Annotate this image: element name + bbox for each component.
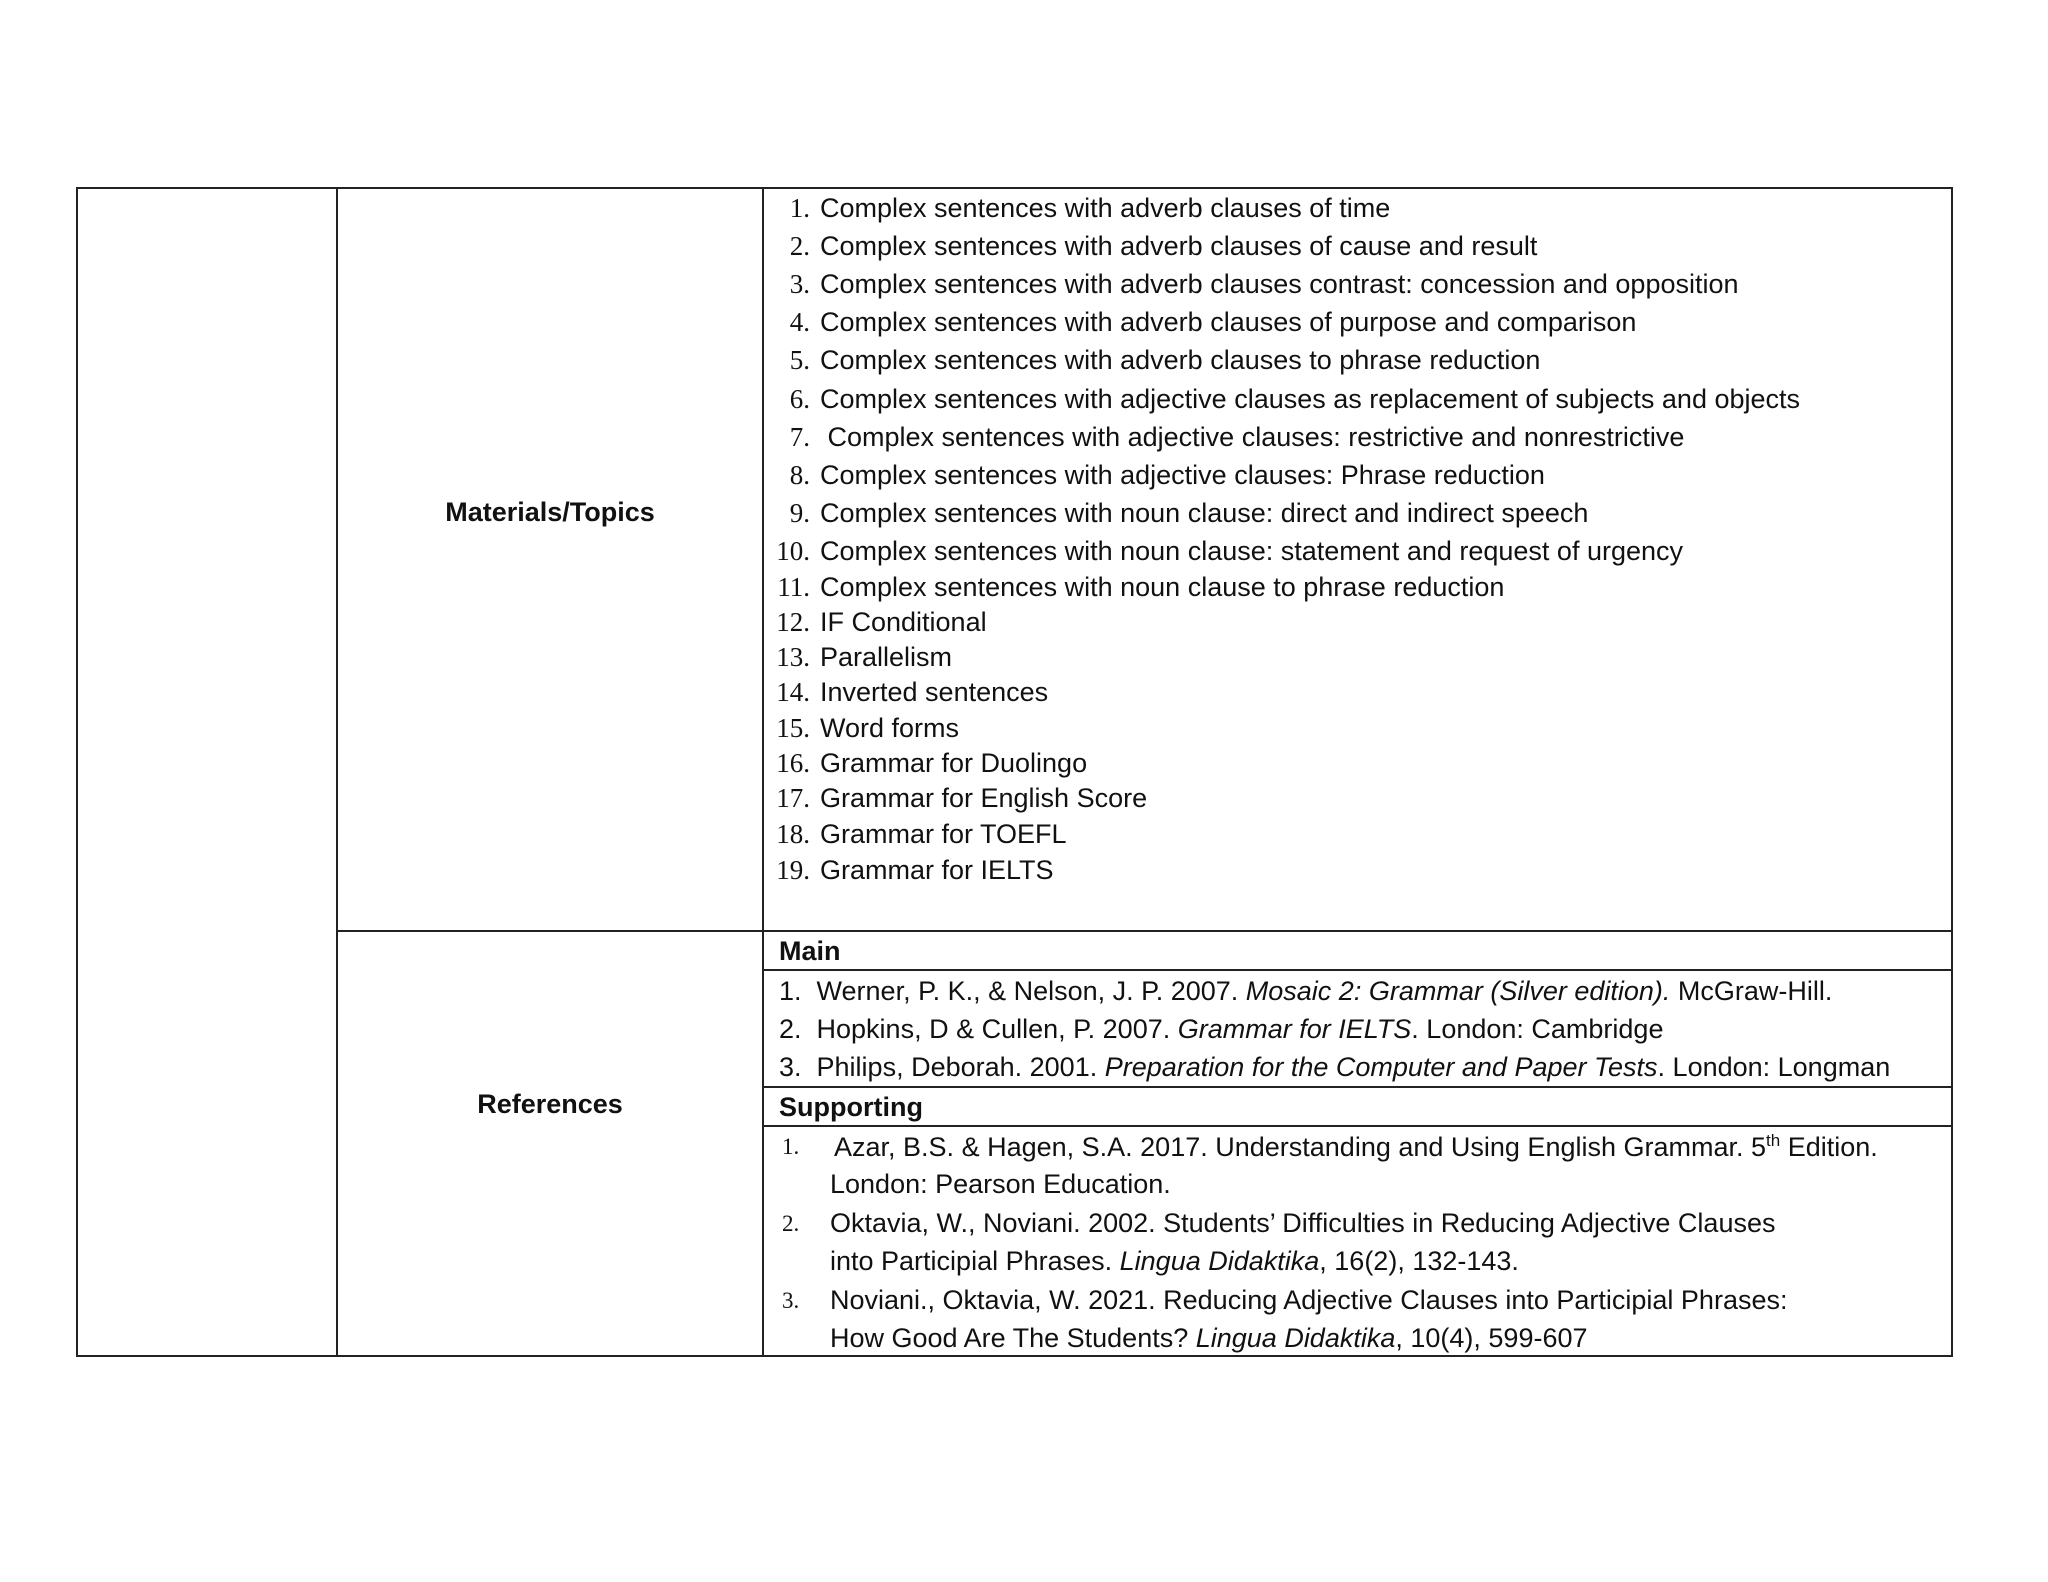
table-left-border — [76, 187, 78, 1357]
reference-text: Noviani., Oktavia, W. 2021. Reducing Adjective Clauses into Participial Phrases: — [830, 1285, 1788, 1315]
supporting-heading-divider — [762, 1125, 1953, 1127]
reference-line — [828, 1131, 1878, 1163]
reference-journal: Lingua Didaktika — [1119, 1246, 1320, 1276]
list-item — [789, 345, 1541, 376]
list-item — [789, 498, 1589, 529]
reference-authors: Werner, P. K., & Nelson, J. P. 2007. — [816, 976, 1246, 1006]
list-number: 1. — [789, 193, 810, 223]
list-number: 15. — [776, 713, 810, 743]
reference-title: Preparation for the Computer and Paper Tests — [1104, 1052, 1658, 1082]
reference-number: 3. — [779, 1052, 802, 1082]
list-number: 14. — [776, 677, 810, 707]
reference-line — [830, 1169, 1171, 1200]
reference-number: 2. — [779, 1014, 802, 1044]
reference-number: 1. — [779, 976, 802, 1006]
reference-item — [779, 1014, 1663, 1045]
reference-publisher: McGraw-Hill. — [1670, 976, 1833, 1006]
list-number: 18. — [776, 819, 810, 849]
list-text: Complex sentences with adjective clauses as replacement of subjects and objects — [820, 384, 1801, 414]
reference-authors: Hopkins, D & Cullen, P. 2007. — [816, 1014, 1178, 1044]
list-text: Word forms — [820, 713, 960, 743]
main-heading: Main — [779, 936, 841, 966]
list-number: 4. — [789, 307, 810, 337]
reference-publisher: . London: Longman — [1657, 1052, 1891, 1082]
references-label: References — [477, 1089, 623, 1119]
list-text: Complex sentences with adverb clauses contrast: concession and opposition — [820, 269, 1739, 299]
table-bottom-border — [76, 1355, 1953, 1357]
list-number: 7. — [789, 422, 810, 452]
list-text: Complex sentences with adjective clauses: Phrase reduction — [820, 460, 1545, 490]
reference-text: Edition. — [1780, 1132, 1878, 1162]
list-text: Complex sentences with noun clause to phrase reduction — [820, 572, 1505, 602]
reference-line — [830, 1323, 1588, 1354]
reference-item — [779, 1052, 1890, 1083]
reference-authors: Philips, Deborah. 2001. — [816, 1052, 1105, 1082]
list-number: 13. — [776, 642, 810, 672]
list-number: 9. — [789, 498, 810, 528]
table-top-border — [76, 187, 1953, 189]
materials-topics-label: Materials/Topics — [445, 497, 655, 527]
list-item — [789, 384, 1801, 415]
list-number: 11. — [777, 572, 810, 602]
reference-text: into Participial Phrases. — [830, 1246, 1120, 1276]
list-item — [789, 307, 1637, 338]
reference-item — [779, 976, 1832, 1007]
list-item — [777, 572, 1505, 603]
list-item — [789, 269, 1739, 300]
column-divider-1 — [336, 187, 338, 1357]
list-item — [776, 677, 1049, 708]
row-divider — [336, 930, 1953, 932]
list-number: 8. — [789, 460, 810, 490]
list-number: 10. — [776, 536, 810, 566]
list-text: IF Conditional — [820, 607, 987, 637]
reference-line — [830, 1285, 1787, 1316]
reference-title: Mosaic 2: Grammar (Silver edition). — [1245, 976, 1671, 1006]
reference-number: 1. — [782, 1134, 800, 1159]
list-item — [776, 536, 1683, 567]
list-number: 19. — [776, 855, 810, 885]
reference-text: Oktavia, W., Noviani. 2002. Students’ Difficulties in Reducing Adjective Clauses — [830, 1208, 1776, 1238]
reference-number: 3. — [782, 1288, 800, 1313]
list-item — [776, 642, 953, 673]
reference-line — [830, 1246, 1519, 1277]
reference-text: Azar, B.S. & Hagen, S.A. 2017. Understanding and Using English Grammar. 5 — [828, 1132, 1767, 1162]
list-text: Complex sentences with adjective clauses: restrictive and nonrestrictive — [820, 422, 1685, 452]
list-item — [776, 783, 1148, 814]
reference-text: London: Pearson Education. — [830, 1169, 1171, 1199]
list-text: Parallelism — [820, 642, 953, 672]
list-number: 16. — [776, 748, 810, 778]
list-number: 2. — [789, 231, 810, 261]
reference-text: , 16(2), 132-143. — [1319, 1246, 1519, 1276]
list-item — [789, 422, 1685, 453]
list-text: Complex sentences with noun clause: direct and indirect speech — [820, 498, 1589, 528]
supporting-top-divider — [762, 1086, 1953, 1088]
list-text: Grammar for TOEFL — [820, 819, 1067, 849]
list-text: Complex sentences with adverb clauses of cause and result — [820, 231, 1538, 261]
list-number: 6. — [789, 384, 810, 414]
list-item — [776, 607, 987, 638]
list-number: 17. — [776, 783, 810, 813]
list-number: 5. — [789, 345, 810, 375]
list-text: Grammar for English Score — [820, 783, 1148, 813]
list-item — [776, 855, 1054, 886]
main-heading-divider — [762, 969, 1953, 971]
reference-line — [830, 1208, 1775, 1239]
list-text: Complex sentences with adverb clauses to phrase reduction — [820, 345, 1541, 375]
superscript: th — [1766, 1131, 1781, 1150]
list-item — [789, 231, 1538, 262]
list-item — [776, 713, 960, 744]
reference-number: 2. — [782, 1211, 800, 1236]
list-text: Grammar for Duolingo — [820, 748, 1088, 778]
reference-text: How Good Are The Students? — [830, 1323, 1196, 1353]
table-right-border — [1951, 187, 1953, 1357]
list-text: Complex sentences with adverb clauses of purpose and comparison — [820, 307, 1637, 337]
list-item — [776, 748, 1088, 779]
list-text: Complex sentences with adverb clauses of time — [820, 193, 1391, 223]
reference-publisher: . London: Cambridge — [1411, 1014, 1664, 1044]
reference-journal: Lingua Didaktika — [1195, 1323, 1396, 1353]
supporting-heading: Supporting — [779, 1092, 923, 1122]
list-text: Inverted sentences — [820, 677, 1049, 707]
reference-text: , 10(4), 599-607 — [1395, 1323, 1588, 1353]
list-item — [789, 460, 1545, 491]
reference-title: Grammar for IELTS — [1177, 1014, 1412, 1044]
list-text: Grammar for IELTS — [820, 855, 1054, 885]
list-item — [789, 193, 1391, 224]
list-item — [776, 819, 1067, 850]
list-text: Complex sentences with noun clause: statement and request of urgency — [820, 536, 1683, 566]
list-number: 12. — [776, 607, 810, 637]
column-divider-2 — [762, 187, 764, 1357]
list-number: 3. — [789, 269, 810, 299]
